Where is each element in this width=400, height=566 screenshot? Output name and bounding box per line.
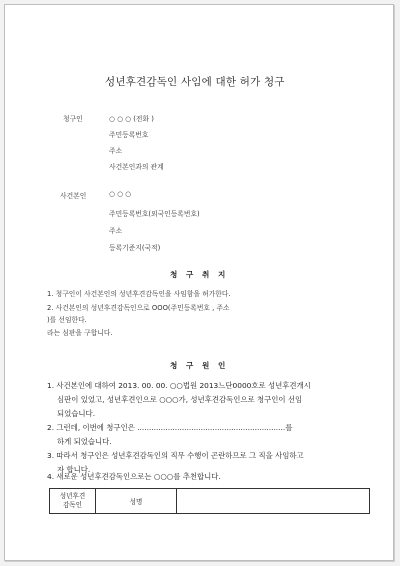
reasons-heading: 청 구 원 인 (170, 361, 229, 370)
purpose-item-2-line-1: 2. 사건본인의 성년후견감독인으로 OOO(주민등록번호 , 주소 (47, 304, 230, 312)
table-label-line-1: 성년후견 (59, 492, 86, 500)
table-value-cell (177, 489, 370, 514)
reason-1-line-2: 심판이 있었고, 성년후견인으로 ○○○가, 성년후견감독인으로 청구인이 선임 (57, 395, 303, 404)
reason-1-line-3: 되었습니다. (57, 409, 96, 418)
table-label-cell (50, 489, 96, 514)
claimant-relation-field: 사건본인과의 관계 (109, 163, 164, 171)
subject-address-field: 주소 (109, 227, 123, 235)
subject-registry-field: 등록기준지(국적) (109, 244, 161, 252)
reason-2-line-2: 하게 되었습니다. (57, 437, 112, 446)
claimant-address-field: 주소 (109, 147, 123, 155)
table-row (50, 489, 370, 514)
subject-label: 사건본인 (60, 192, 87, 200)
purpose-closing: 라는 심판을 구합니다. (47, 329, 113, 337)
reason-1-line-1: 1. 사건본인에 대하여 2013. 00. 00. ○○법원 2013느단0000호로 성년후견개시 (47, 381, 311, 390)
reason-3-line-1: 3. 따라서 청구인은 성년후견감독인의 직무 수행이 곤란하므로 그 직을 사임하고 (47, 451, 304, 460)
reason-4: 4. 새로운 성년후견감독인으로는 ○○○를 추천합니다. (47, 472, 221, 481)
subject-name-line: ○ ○ ○ (109, 190, 132, 198)
subject-id-field: 주민등록번호(외국인등록번호) (109, 210, 200, 218)
table-name-cell: 성명 (96, 489, 177, 514)
document-title: 성년후견감독인 사임에 대한 허가 청구 (105, 76, 285, 88)
table-label-line-2: 감독인 (62, 501, 83, 509)
claimant-label: 청구인 (63, 115, 83, 123)
purpose-heading: 청 구 취 지 (170, 270, 229, 279)
purpose-item-2-line-2: )를 선임한다. (47, 316, 87, 324)
purpose-item-1: 1. 청구인이 사건본인의 성년후견감독인을 사임함을 허가한다. (47, 290, 231, 298)
reason-2-line-1: 2. 그런데, 이번에 청구인은 ...............................................................를 (47, 423, 293, 432)
document-page (4, 4, 394, 561)
guardian-supervisor-table (49, 488, 370, 514)
claimant-name-line: ○ ○ ○ (전화 ) (109, 115, 154, 123)
reason-3-line-2: 자 합니다. (57, 465, 91, 474)
claimant-id-field: 주민등록번호 (109, 131, 149, 139)
